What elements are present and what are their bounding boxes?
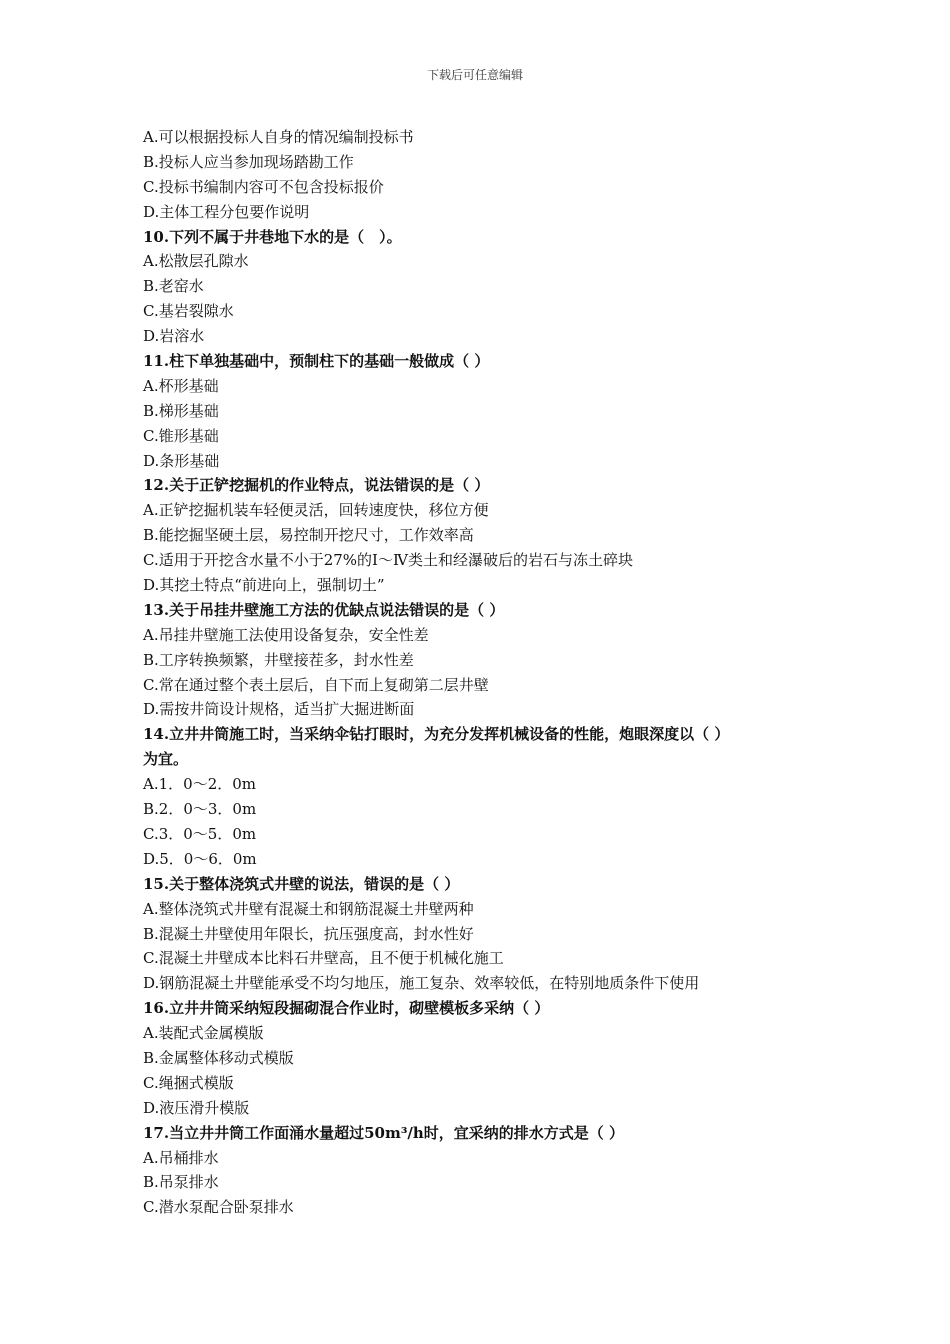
question-text: 13.关于吊挂井壁施工方法的优缺点说法错误的是（ ）	[143, 600, 505, 619]
answer-option: A.正铲挖掘机装车轻便灵活，回转速度快，移位方便	[143, 501, 489, 520]
answer-option: D.条形基础	[143, 451, 220, 470]
answer-option: C.适用于开挖含水量不小于27%的Ⅰ～Ⅳ类土和经瀑破后的岩石与冻土碎块	[143, 551, 633, 570]
document-body	[143, 125, 823, 1220]
answer-option: C.混凝土井壁成本比料石井壁高，且不便于机械化施工	[143, 949, 504, 968]
answer-option: C.投标书编制内容可不包含投标报价	[143, 177, 384, 196]
answer-option: C.基岩裂隙水	[143, 302, 234, 321]
answer-option: A.吊挂井壁施工法使用设备复杂，安全性差	[143, 625, 429, 644]
question-text: 15.关于整体浇筑式井壁的说法，错误的是（ ）	[143, 874, 460, 893]
answer-option: B.吊泵排水	[143, 1173, 219, 1192]
answer-option: C.3．0～5．0m	[143, 824, 257, 843]
answer-option: D.需按井筒设计规格，适当扩大掘进断面	[143, 700, 415, 719]
answer-option: A.装配式金属模版	[143, 1024, 264, 1043]
answer-option: B.混凝土井壁使用年限长，抗压强度高，封水性好	[143, 924, 474, 943]
answer-option: A.可以根据投标人自身的情况编制投标书	[143, 128, 414, 146]
question-text: 17.当立井井筒工作面涌水量超过50m³/h时，宜采纳的排水方式是（ ）	[143, 1123, 625, 1142]
answer-option: C.常在通过整个表土层后，自下而上复砌第二层井壁	[143, 675, 489, 694]
answer-option: A.松散层孔隙水	[143, 252, 249, 271]
answer-option: C.绳捆式模版	[143, 1073, 234, 1092]
question-text: 11.柱下单独基础中，预制柱下的基础一般做成（ ）	[143, 352, 490, 371]
answer-option: C.潜水泵配合卧泵排水	[143, 1198, 294, 1217]
question-text: 16.立井井筒采纳短段掘砌混合作业时，砌壁模板多采纳（ ）	[143, 999, 550, 1018]
question-text: 10.下列不属于井巷地下水的是（ ）。	[143, 227, 402, 246]
question-text: 12.关于正铲挖掘机的作业特点，说法错误的是（ ）	[143, 476, 490, 495]
answer-option: D.5．0～6．0m	[143, 849, 257, 868]
page-header: 下载后可任意编辑	[426, 68, 523, 82]
answer-option: A.1．0～2．0m	[143, 775, 256, 794]
answer-option: D.液压滑升模版	[143, 1098, 250, 1117]
answer-option: B.工序转换频繁，井壁接茬多，封水性差	[143, 650, 414, 669]
answer-option: A.整体浇筑式井壁有混凝土和钢筋混凝土井壁两种	[143, 899, 474, 918]
answer-option: B.老窑水	[143, 277, 204, 296]
answer-option: C.锥形基础	[143, 426, 219, 445]
answer-option: B.2．0～3．0m	[143, 800, 257, 819]
answer-option: B.金属整体移动式模版	[143, 1048, 294, 1067]
answer-option: A.杯形基础	[143, 376, 219, 395]
answer-option: D.岩溶水	[143, 327, 205, 346]
answer-option: B.能挖掘坚硬土层，易控制开挖尺寸，工作效率高	[143, 526, 474, 545]
question-text: 为宜。	[143, 750, 189, 769]
answer-option: B.梯形基础	[143, 401, 219, 420]
answer-option: A.吊桶排水	[143, 1148, 219, 1167]
question-text: 14.立井井筒施工时，当采纳伞钻打眼时，为充分发挥机械设备的性能，炮眼深度以（ ）	[143, 725, 730, 744]
answer-option: D.主体工程分包要作说明	[143, 202, 310, 221]
answer-option: D.钢筋混凝土井壁能承受不均匀地压，施工复杂、效率较低，在特别地质条件下使用	[143, 974, 700, 993]
answer-option: B.投标人应当参加现场踏勘工作	[143, 152, 354, 171]
answer-option: D.其挖土特点“前进向上，强制切土”	[143, 576, 385, 595]
